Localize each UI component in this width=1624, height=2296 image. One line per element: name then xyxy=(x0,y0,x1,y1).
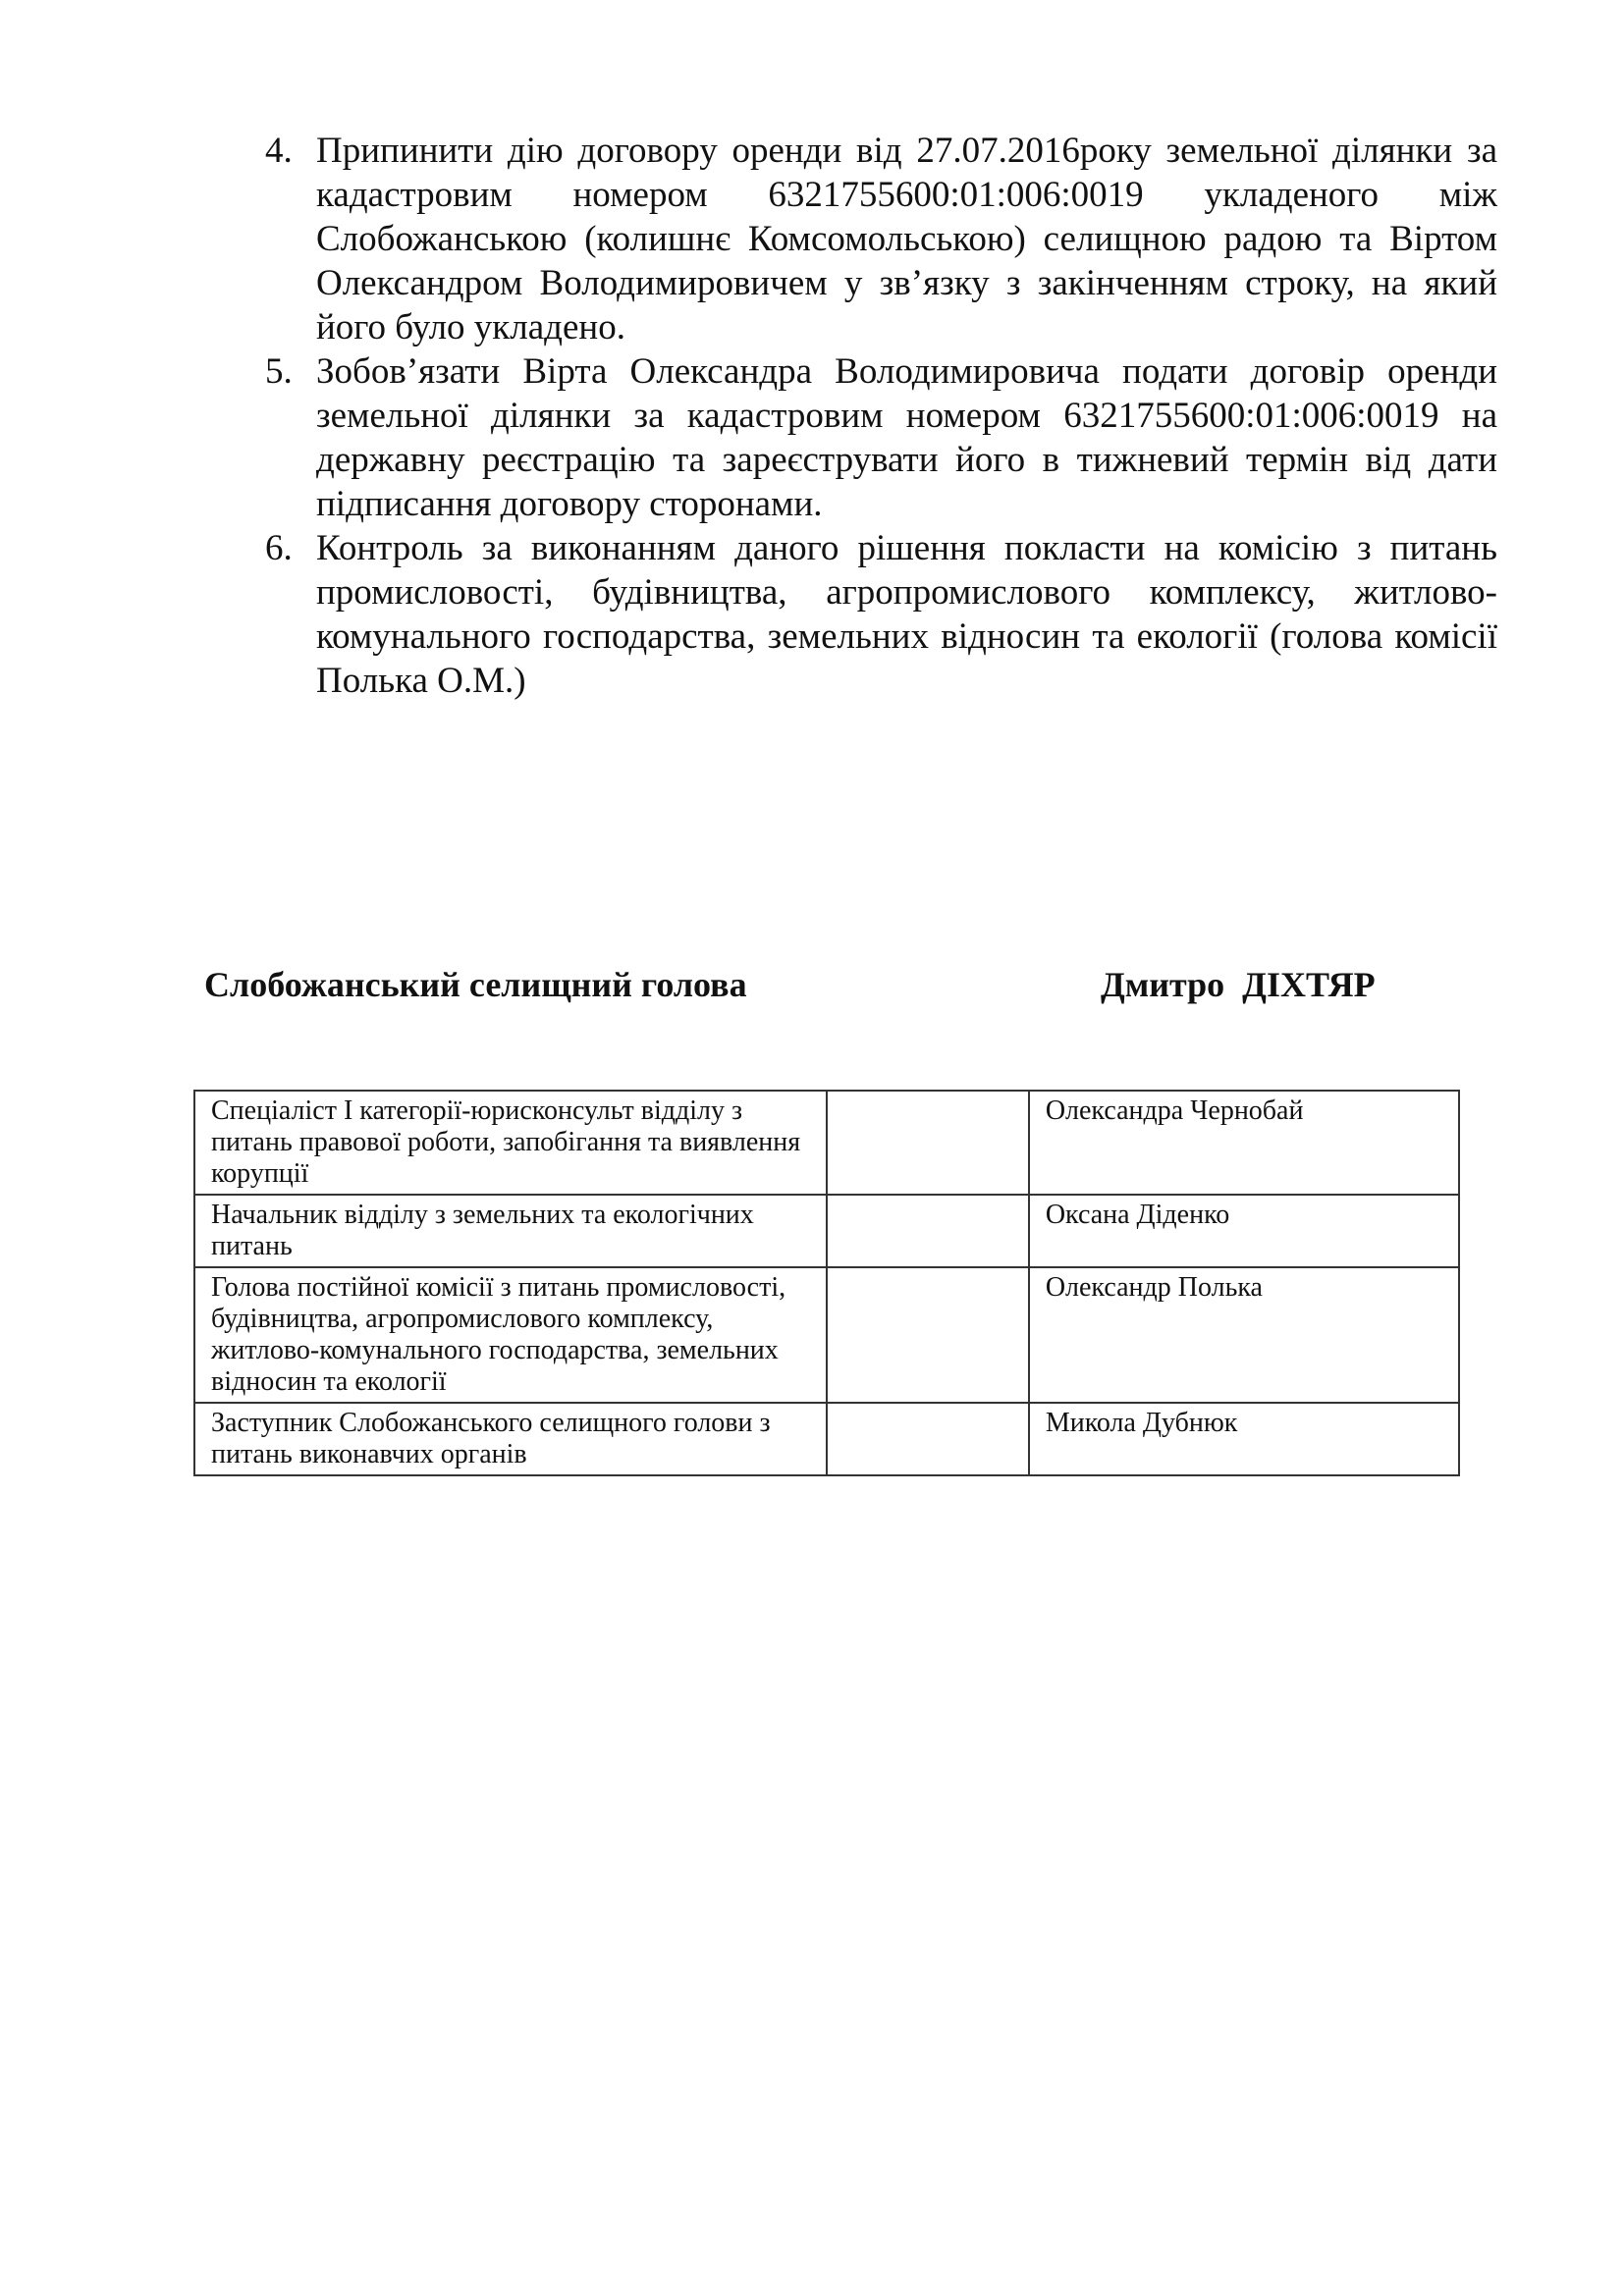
approver-position: Заступник Слобожанського селищного голови з питань виконавчих органів xyxy=(194,1403,827,1475)
approver-name: Микола Дубнюк xyxy=(1029,1403,1459,1475)
item-number: 4. xyxy=(265,131,293,171)
table-row xyxy=(194,1403,1459,1475)
item-number: 6. xyxy=(265,528,293,568)
table-row xyxy=(194,1267,1459,1403)
decision-items-list xyxy=(265,129,1497,703)
approvals-table xyxy=(193,1090,1460,1476)
item-text: Припинити дію договору оренди від 27.07.2016року земельної ділянки за кадастровим номером 6321755600:01:006:0019 укладеного між Слобожанською (колишнє Комсомольською) селищною радою та Віртом Олександром Володимировичем у зв’язку з закінченням строку, на який його було укладено. xyxy=(316,131,1497,347)
approver-position: Спеціаліст І категорії-юрисконсульт відділу з питань правової роботи, запобігання та виявлення корупції xyxy=(194,1091,827,1195)
approver-name: Оксана Діденко xyxy=(1029,1195,1459,1267)
decision-item xyxy=(265,526,1497,703)
approver-name: Олександра Чернобай xyxy=(1029,1091,1459,1195)
table-row xyxy=(194,1195,1459,1267)
signatory-name: Дмитро ДІХТЯР xyxy=(1101,965,1376,1004)
approver-signature-cell xyxy=(827,1195,1028,1267)
item-text: Контроль за виконанням даного рішення покласти на комісію з питань промисловості, будівництва, агропромислового комплексу, житлово-комунального господарства, земельних відносин та екології (голова комісії Полька О.М.) xyxy=(316,528,1497,701)
approver-position: Голова постійної комісії з питань промисловості, будівництва, агропромислового комплексу, житлово-комунального господарства, земельних відносин та екології xyxy=(194,1267,827,1403)
decision-item xyxy=(265,129,1497,349)
approver-position: Начальник відділу з земельних та екологічних питань xyxy=(194,1195,827,1267)
approver-signature-cell xyxy=(827,1267,1028,1403)
approver-signature-cell xyxy=(827,1091,1028,1195)
approver-signature-cell xyxy=(827,1403,1028,1475)
decision-item xyxy=(265,349,1497,526)
item-text: Зобов’язати Вірта Олександра Володимировича подати договір оренди земельної ділянки за кадастровим номером 6321755600:01:006:0019 на державну реєстрацію та зареєструвати його в тижневий термін від дати підписання договору сторонами. xyxy=(316,351,1497,524)
approver-name: Олександр Полька xyxy=(1029,1267,1459,1403)
item-number: 5. xyxy=(265,351,293,392)
signatory-role: Слобожанський селищний голова xyxy=(204,965,747,1004)
table-row xyxy=(194,1091,1459,1195)
